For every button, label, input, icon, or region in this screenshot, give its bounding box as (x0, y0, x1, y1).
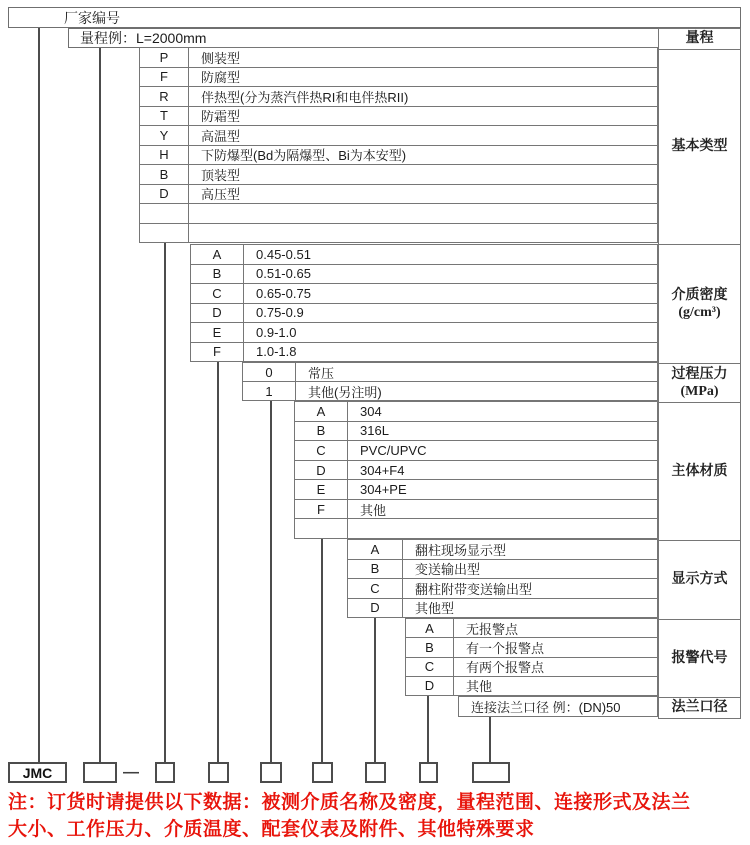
option-desc: 变送输出型 (415, 562, 481, 578)
alarm_code-row (406, 619, 657, 637)
code-box-alarm-code (419, 762, 438, 783)
option-code: D (140, 185, 189, 204)
code-box-basic-type (155, 762, 175, 783)
option-desc: 有两个报警点 (466, 660, 545, 676)
option-desc: 伴热型(分为蒸汽伴热RI和电伴热RII) (201, 89, 409, 105)
option-code: B (140, 165, 189, 184)
flange-size-table (458, 696, 658, 717)
medium-density-table (190, 244, 658, 362)
connector-line-manufacturer (38, 28, 40, 762)
category-medium-density-unit: (g/cm³) (678, 305, 721, 320)
basic_type-row (140, 67, 657, 87)
basic_type-row (140, 125, 657, 145)
option-desc: 304+PE (360, 482, 407, 498)
option-code: A (406, 619, 454, 637)
code-box-flange-size (472, 762, 510, 783)
option-code: E (191, 323, 244, 342)
option-code: Y (140, 126, 189, 145)
medium_density-row (191, 322, 657, 342)
display_mode-row (348, 540, 657, 559)
code-box-process-pressure (260, 762, 282, 783)
option-desc: 0.65-0.75 (256, 285, 311, 301)
option-code: B (348, 560, 403, 579)
manufacturer-code-box (8, 7, 741, 28)
connector-line-body-material (321, 539, 323, 762)
dash-separator: — (123, 763, 139, 781)
option-desc: PVC/UPVC (360, 442, 427, 458)
basic_type-row (140, 203, 657, 223)
option-desc: 翻柱现场显示型 (415, 542, 507, 558)
code-box-body-material (312, 762, 333, 783)
body_material-row (295, 499, 657, 519)
option-desc: 防霜型 (201, 109, 241, 125)
display_mode-row (348, 598, 657, 618)
code-box-display-mode (365, 762, 386, 783)
connector-line-basic-type (164, 243, 166, 762)
option-code: 1 (243, 382, 296, 400)
option-code: D (348, 599, 403, 618)
option-code (140, 204, 189, 223)
option-desc: 其他 (360, 502, 387, 518)
option-desc: 下防爆型(Bd为隔爆型、Bi为本安型) (201, 148, 407, 164)
medium_density-row (191, 245, 657, 264)
body-material-table (294, 401, 658, 539)
option-code: R (140, 87, 189, 106)
basic_type-row (140, 145, 657, 165)
option-desc: 0.9-1.0 (256, 324, 297, 340)
option-code: A (295, 402, 348, 421)
display_mode-row (348, 578, 657, 598)
option-desc: 高压型 (201, 187, 241, 203)
option-code: 0 (243, 363, 296, 381)
connector-line-medium-density (217, 362, 219, 762)
connector-line-process-pressure (270, 401, 272, 762)
option-desc: 侧装型 (201, 50, 241, 66)
basic_type-row (140, 106, 657, 126)
body_material-row (295, 479, 657, 499)
category-medium-density: 介质密度 (g/cm³) (659, 244, 740, 363)
category-process-pressure-unit: (MPa) (680, 384, 719, 399)
flange_size-row (459, 697, 657, 716)
option-code: A (348, 540, 403, 559)
option-code: H (140, 146, 189, 165)
option-desc: 防腐型 (201, 70, 241, 86)
option-code: F (295, 500, 348, 519)
option-desc: 连接法兰口径 例：(DN)50 (471, 700, 621, 715)
option-code: F (191, 343, 244, 362)
model-prefix-label: JMC (22, 764, 53, 781)
body_material-row (295, 421, 657, 441)
ordering-note (8, 789, 748, 843)
alarm-code-table (405, 618, 658, 696)
process_pressure-row (243, 381, 657, 400)
category-display-mode: 显示方式 (659, 540, 740, 619)
option-desc: 304+F4 (360, 462, 405, 478)
option-code: D (191, 304, 244, 323)
option-code: F (140, 68, 189, 87)
medium_density-row (191, 342, 657, 362)
process_pressure-row (243, 363, 657, 381)
range-example-label: 量程例：L=2000mm (80, 30, 207, 46)
option-code: B (191, 265, 244, 284)
connector-line-alarm-code (427, 696, 429, 762)
code-box-medium-density (208, 762, 229, 783)
alarm_code-row (406, 637, 657, 656)
process-pressure-table (242, 362, 658, 401)
option-desc (189, 204, 201, 223)
option-desc: 顶装型 (201, 167, 241, 183)
option-desc: 其他型 (415, 601, 455, 617)
option-desc: 有一个报警点 (466, 640, 545, 656)
option-desc: 0.45-0.51 (256, 246, 311, 262)
connector-line-range (99, 48, 101, 762)
basic-type-table (139, 47, 658, 243)
option-desc (348, 519, 360, 538)
option-code (295, 519, 348, 538)
ordering-note-line2: 大小、工作压力、介质温度、配套仪表及附件、其他特殊要求 (8, 819, 535, 840)
connector-line-flange-size (489, 717, 491, 762)
category-body-material: 主体材质 (659, 402, 740, 540)
basic_type-row (140, 86, 657, 106)
option-desc: 0.51-0.65 (256, 266, 311, 282)
alarm_code-row (406, 657, 657, 676)
category-process-pressure: 过程压力 (MPa) (659, 363, 740, 402)
option-code: D (406, 677, 454, 695)
basic_type-row (140, 48, 657, 67)
display-mode-table (347, 539, 658, 618)
option-code: E (295, 480, 348, 499)
medium_density-row (191, 283, 657, 303)
option-desc: 316L (360, 423, 389, 439)
option-code: T (140, 107, 189, 126)
option-code: P (140, 48, 189, 67)
body_material-row (295, 460, 657, 480)
option-desc: 无报警点 (466, 621, 519, 637)
basic_type-row (140, 184, 657, 204)
connector-line-display-mode (374, 618, 376, 762)
medium_density-row (191, 264, 657, 284)
option-code: B (406, 638, 454, 656)
basic_type-row (140, 164, 657, 184)
option-code: D (295, 461, 348, 480)
option-code: A (191, 245, 244, 264)
option-desc (189, 224, 201, 243)
code-box-range (83, 762, 117, 783)
category-alarm-code: 报警代号 (659, 619, 740, 697)
option-desc: 0.75-0.9 (256, 305, 304, 321)
category-label-column (658, 28, 741, 719)
range-example-box (68, 28, 659, 48)
basic_type-row (140, 223, 657, 243)
option-desc: 其他 (466, 679, 493, 695)
body_material-row (295, 440, 657, 460)
category-flange-size: 法兰口径 (659, 697, 740, 718)
option-code: C (406, 658, 454, 676)
option-code: C (191, 284, 244, 303)
display_mode-row (348, 559, 657, 579)
medium_density-row (191, 303, 657, 323)
option-code: C (348, 579, 403, 598)
option-desc: 高温型 (201, 128, 241, 144)
manufacturer-code-label: 厂家编号 (64, 9, 120, 26)
body_material-row (295, 402, 657, 421)
body_material-row (295, 518, 657, 538)
alarm_code-row (406, 676, 657, 695)
option-code: B (295, 422, 348, 441)
category-basic-type: 基本类型 (659, 49, 740, 244)
option-desc: 常压 (308, 365, 335, 381)
option-code: C (295, 441, 348, 460)
ordering-note-line1: 注：订货时请提供以下数据：被测介质名称及密度，量程范围、连接形式及法兰 (8, 792, 691, 813)
option-code (140, 224, 189, 243)
option-desc: 其他(另注明) (308, 384, 382, 400)
category-range: 量程 (685, 31, 714, 47)
option-desc: 304 (360, 403, 382, 419)
option-desc: 1.0-1.8 (256, 344, 297, 360)
option-desc: 翻柱附带变送输出型 (415, 581, 533, 597)
model-prefix-box (8, 762, 67, 783)
